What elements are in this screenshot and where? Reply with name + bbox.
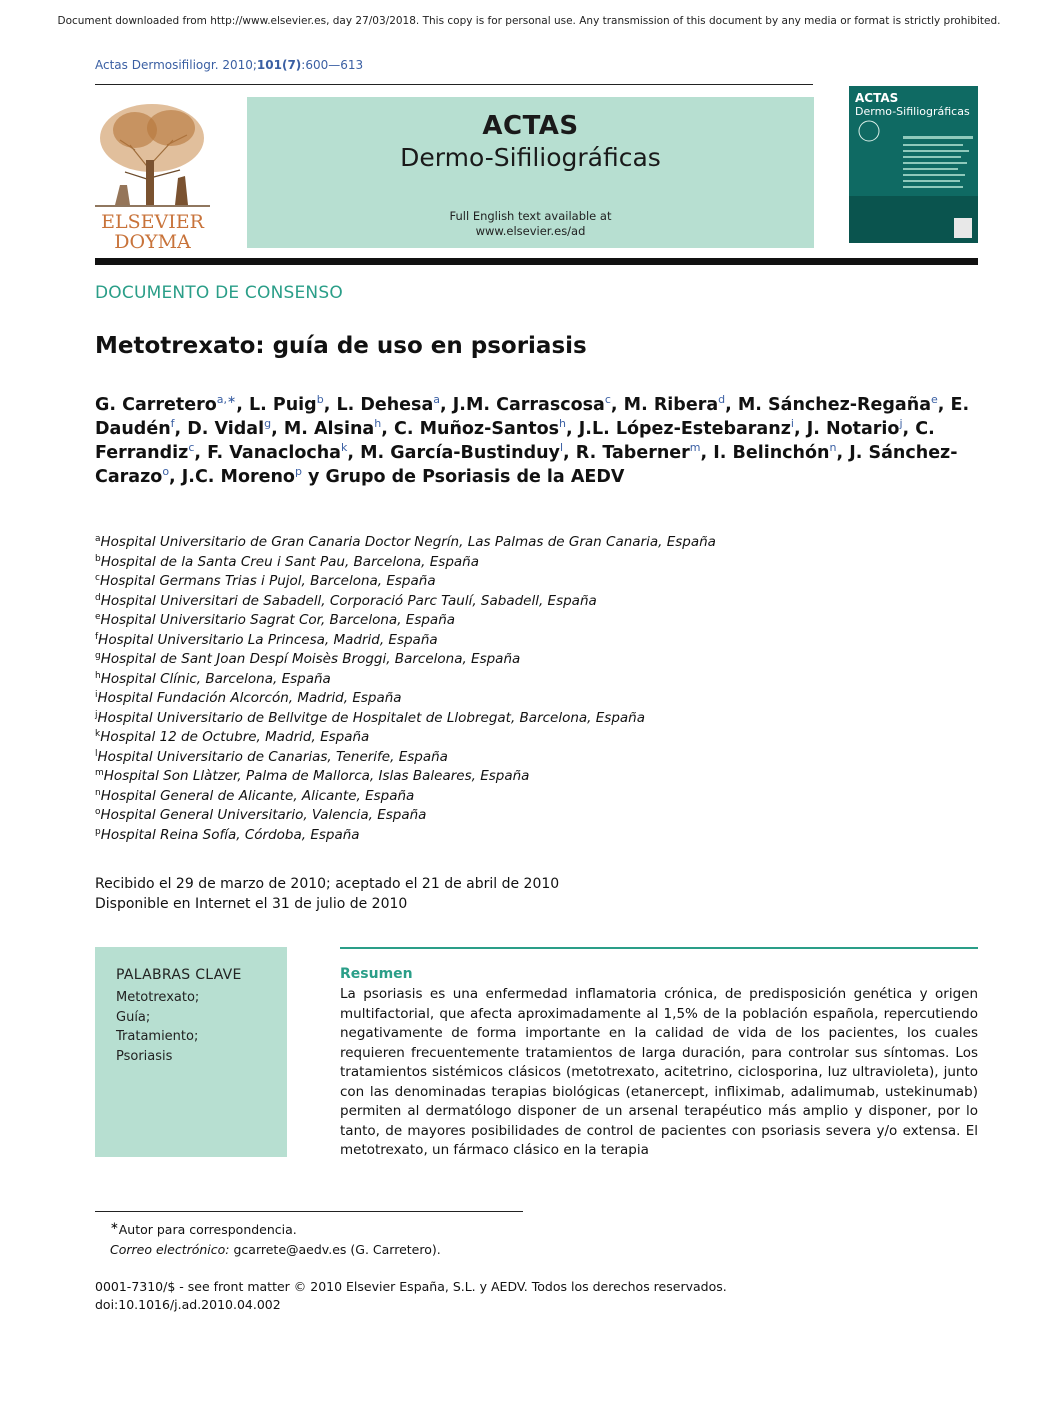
- author-name: R. Taberner: [575, 443, 690, 463]
- author-name: I. Belinchón: [713, 443, 830, 463]
- affiliation-item: [95, 767, 980, 787]
- author-name: L. Puig: [249, 395, 317, 415]
- affiliation-item: [95, 806, 980, 826]
- elsevier-tree-icon: [95, 100, 210, 208]
- journal-ref-volume: 101(7): [256, 58, 302, 72]
- author-name: J.C. Moreno: [181, 467, 295, 487]
- affiliation-item: [95, 592, 980, 612]
- affiliation-mark: h: [95, 670, 101, 681]
- affiliation-mark: d: [95, 592, 101, 603]
- journal-ref-prefix: Actas Dermosifiliogr. 2010;: [95, 58, 257, 72]
- affiliation-mark: g: [95, 651, 101, 661]
- affiliation-text: Hospital Universitario de Gran Canaria Doctor Negrín, Las Palmas de Gran Canaria, España: [100, 534, 716, 550]
- author-affiliation-mark[interactable]: o: [162, 465, 170, 478]
- abstract-heading: Resumen: [340, 966, 413, 982]
- author-name: C. Ferrandiz: [95, 419, 935, 463]
- affiliation-mark: c: [95, 573, 100, 583]
- header-rule: [95, 84, 813, 85]
- author-affiliation-mark[interactable]: j: [899, 417, 903, 430]
- download-notice: Document downloaded from http://www.elsevier.es, day 27/03/2018. This copy is for personal use. Any transmission of this document by any media or format is strictly prohibited.: [57, 15, 1001, 27]
- affiliation-item: [95, 728, 980, 748]
- cover-title-line1: ACTAS: [855, 91, 899, 105]
- journal-citation[interactable]: [95, 58, 363, 72]
- section-label: DOCUMENTO DE CONSENSO: [95, 283, 343, 303]
- affiliation-mark: j: [95, 709, 98, 720]
- journal-masthead: [247, 97, 814, 248]
- author-name: J.L. López-Estebaranz: [578, 419, 791, 439]
- affiliation-text: Hospital Universitario de Bellvitge de Hospitalet de Llobregat, Barcelona, España: [97, 709, 646, 726]
- doi-line[interactable]: doi:10.1016/j.ad.2010.04.002: [95, 1297, 281, 1312]
- author-name: M. Ribera: [623, 395, 719, 415]
- cover-decoration: [849, 86, 978, 243]
- abstract-rule: [340, 947, 978, 949]
- affiliation-item: [95, 709, 980, 729]
- affiliation-item: [95, 670, 980, 690]
- masthead-english-note[interactable]: [247, 209, 814, 239]
- affiliation-mark: p: [95, 826, 101, 837]
- title-divider: [95, 258, 978, 265]
- author-name: M. Alsina: [283, 419, 375, 439]
- author-affiliation-mark[interactable]: k: [341, 441, 348, 454]
- author-affiliation-mark[interactable]: c: [188, 441, 195, 454]
- received-date: Recibido el 29 de marzo de 2010; aceptado el 21 de abril de 2010: [95, 876, 560, 892]
- author-affiliation-mark[interactable]: c: [604, 393, 611, 406]
- affiliation-text: Hospital Fundación Alcorcón, Madrid, España: [97, 690, 402, 706]
- affiliation-text: Hospital 12 de Octubre, Madrid, España: [100, 729, 370, 745]
- affiliation-item: [95, 553, 980, 573]
- author-affiliation-mark[interactable]: e: [931, 393, 938, 406]
- masthead-note-line1: Full English text available at: [449, 209, 612, 223]
- affiliation-text: Hospital de Sant Joan Despí Moisès Broggi, Barcelona, España: [100, 651, 521, 667]
- author-affiliation-mark[interactable]: a: [433, 393, 441, 406]
- author-name: G. Carretero: [95, 395, 217, 415]
- affiliation-text: Hospital Universitario La Princesa, Madrid, España: [98, 631, 438, 648]
- affiliation-mark: l: [95, 748, 98, 759]
- affiliation-text: Hospital Reina Sofía, Córdoba, España: [100, 826, 360, 843]
- keyword-item: Tratamiento;: [116, 1029, 199, 1044]
- author-group: y Grupo de Psoriasis de la AEDV: [301, 467, 625, 487]
- journal-ref-pages: :600—613: [301, 58, 364, 72]
- keywords-box: [95, 947, 287, 1157]
- abstract-text: La psoriasis es una enfermedad inflamatoria crónica, de predisposición genética y origen multifactorial, que afecta aproximadamente al 1,5% de la población española, repercutiendo negativamente de forma importante en la calidad de vida de los pacientes, los cuales requieren frecuentemente tratamientos de larga duración, para controlar sus síntomas. Los tratamientos sistémicos clásicos (metotrexato, acitetrino, ciclosporina, luz ultravioleta), junto con las denominadas terapias biológicas (etanercept, infliximab, adalimumab, ustekinumab) permiten al dermatólogo disponer de un arsenal terapéutico más amplio y disponer, por lo tanto, de mayores posibilidades de control de pacientes con psoriasis severa y/o extensa. El metotrexato, un fármaco clásico en la terapia: [340, 986, 978, 1158]
- affiliation-text: Hospital Germans Trias i Pujol, Barcelona, España: [99, 573, 436, 589]
- logo-line-doyma: DOYMA: [114, 231, 191, 253]
- cover-title-line2: Dermo-Sifiliográficas: [855, 105, 970, 118]
- affiliation-text: Hospital Son Llàtzer, Palma de Mallorca, Islas Baleares, España: [103, 768, 530, 784]
- author-affiliation-mark[interactable]: f: [170, 417, 175, 430]
- author-affiliation-mark[interactable]: b: [316, 393, 324, 406]
- footnote-email-line: [110, 1240, 441, 1260]
- keywords-list: [116, 988, 199, 1066]
- elsevier-logo: [95, 100, 210, 253]
- author-affiliation-mark[interactable]: p: [294, 465, 302, 478]
- masthead-subtitle: Dermo-Sifiliográficas: [400, 143, 661, 172]
- author-affiliation-mark[interactable]: l: [559, 441, 564, 454]
- affiliation-mark: f: [95, 631, 99, 642]
- author-name: J. Notario: [806, 419, 900, 439]
- author-list: G. Carretero$^{a,∗}$, L. Puig$^b$, L. Dehesa$^a$, J.M. Carrascosa$^c$, M. Ribera$^d$, M. Sánchez-Regaña$^e$, E. Daudén$^f$, D. Vidal$^g$, M. Alsina$^h$, C. Muñoz-Santos$^h$, J.L. López-Estebaranz$^i$, J. Notario$^j$, C. Ferrandiz$^c$, F. Vanaclocha$^k$, M. García-Bustinduy$^l$, R. Taberner$^m$, I. Belinchón$^n$, J. Sánchez-Carazo$^o$, J.C. Moreno$^p$ y Grupo de Psoriasis de la AEDV: [95, 393, 970, 487]
- correspondence-footnote: [110, 1216, 441, 1260]
- affiliation-text: Hospital Clínic, Barcelona, España: [100, 670, 331, 687]
- author-affiliation-mark[interactable]: g: [264, 417, 272, 430]
- author-name: E. Daudén: [95, 395, 970, 439]
- footnote-email[interactable]: gcarrete@aedv.es (G. Carretero).: [229, 1242, 441, 1258]
- affiliation-mark: e: [95, 612, 101, 622]
- footnote-email-label: Correo electrónico:: [110, 1242, 230, 1258]
- keyword-item: Metotrexato;: [116, 990, 200, 1005]
- author-name: M. García-Bustinduy: [360, 443, 560, 463]
- affiliation-text: Hospital Universitari de Sabadell, Corporació Parc Taulí, Sabadell, España: [100, 592, 597, 609]
- author-affiliation-mark[interactable]: m: [689, 441, 701, 454]
- masthead-title: ACTAS: [482, 111, 579, 141]
- author-affiliation-mark[interactable]: h: [374, 417, 382, 430]
- affiliation-item: [95, 533, 980, 553]
- online-date: Disponible en Internet el 31 de julio de 2010: [95, 896, 408, 912]
- author-name: C. Muñoz-Santos: [393, 419, 560, 439]
- author-name: J.M. Carrascosa: [452, 395, 605, 415]
- author-name: L. Dehesa: [336, 395, 434, 415]
- affiliation-text: Hospital Universitario de Canarias, Tenerife, España: [97, 748, 448, 765]
- affiliation-item: [95, 650, 980, 670]
- keyword-item: Psoriasis: [116, 1048, 173, 1064]
- affiliation-text: Hospital General Universitario, Valencia, España: [100, 807, 427, 823]
- article-dates: [95, 874, 559, 914]
- affiliation-mark: k: [95, 729, 101, 739]
- affiliation-item: [95, 826, 980, 846]
- affiliation-item: [95, 631, 980, 651]
- copyright-line: 0001-7310/$ - see front matter © 2010 Elsevier España, S.L. y AEDV. Todos los derechos reservados.: [95, 1279, 727, 1294]
- footnote-corresponding: [110, 1216, 441, 1240]
- masthead-note-link[interactable]: www.elsevier.es/ad: [475, 224, 586, 238]
- author-name: F. Vanaclocha: [207, 443, 341, 463]
- affiliation-item: [95, 572, 980, 592]
- affiliation-item: [95, 611, 980, 631]
- affiliation-mark: b: [95, 553, 101, 564]
- journal-cover-thumbnail: [849, 86, 978, 243]
- affiliation-mark: o: [95, 807, 101, 817]
- author-affiliation-mark[interactable]: d: [718, 393, 726, 406]
- author-name: J. Sánchez-Carazo: [95, 443, 958, 487]
- affiliation-mark: a: [95, 534, 101, 544]
- keywords-heading: PALABRAS CLAVE: [116, 967, 242, 983]
- keyword-item: Guía;: [116, 1009, 151, 1025]
- author-affiliation-mark[interactable]: h: [559, 417, 567, 430]
- affiliation-list: [95, 533, 980, 845]
- affiliation-text: Hospital de la Santa Creu i Sant Pau, Barcelona, España: [100, 553, 480, 570]
- affiliation-item: [95, 748, 980, 768]
- affiliation-text: Hospital General de Alicante, Alicante, España: [100, 787, 415, 804]
- affiliation-mark: m: [95, 768, 104, 778]
- affiliation-mark: n: [95, 787, 101, 798]
- author-name: D. Vidal: [187, 419, 265, 439]
- logo-line-elsevier: ELSEVIER: [101, 211, 204, 233]
- copyright-block: [95, 1278, 727, 1314]
- author-affiliation-mark[interactable]: i: [790, 417, 794, 430]
- footnote-rule: [95, 1211, 523, 1212]
- affiliation-text: Hospital Universitario Sagrat Cor, Barcelona, España: [100, 612, 456, 628]
- footnote-mark: ∗: [110, 1220, 119, 1232]
- footnote-corr-text: Autor para correspondencia.: [118, 1222, 297, 1238]
- affiliation-mark: i: [95, 690, 98, 700]
- author-name: M. Sánchez-Regaña: [737, 395, 931, 415]
- affiliation-item: [95, 689, 980, 709]
- author-affiliation-mark[interactable]: n: [829, 441, 837, 454]
- article-title: Metotrexato: guía de uso en psoriasis: [95, 333, 587, 359]
- affiliation-item: [95, 787, 980, 807]
- author-affiliation-mark[interactable]: a,∗: [216, 393, 237, 406]
